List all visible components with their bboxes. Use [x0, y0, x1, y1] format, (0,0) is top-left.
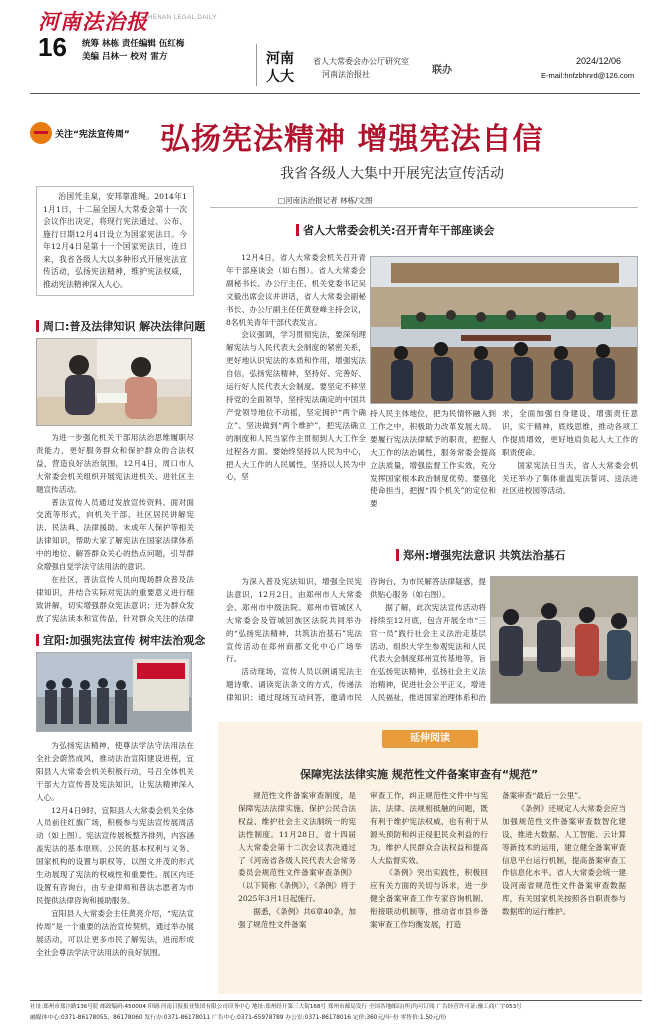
- sec5-col3: [502, 790, 626, 986]
- masthead-rule: [30, 93, 640, 94]
- sec1-col1-para2: 会议强调，学习贯彻宪法，要深刻理解宪法与人民代表大会制度的紧密关系，更好地认识宪法的本质和作用，增强宪法自信，弘扬宪法精神，坚持好、完善好、运行好人民代表大会制度。要坚定不移坚持党的全面领导，坚持宪法确定的中国共产党领导地位不动摇，坚定拥护“两个确立”、坚决做到“两个维护”，把宪法确立的制度和人民当家作主贯彻到人大工作全过程各方面。要始终坚持以人民为中心，把人大工作的人民属性，坚持以人民为中心，坚: [226, 330, 366, 482]
- section-bar-icon: [36, 634, 39, 646]
- sec4-title: 郑州:增强宪法意识 共筑法治基石: [396, 547, 565, 563]
- intro-box: [36, 186, 194, 296]
- sec2-para1: 为进一步强化机关干部用法治思维履职尽责能力，更好服务群众和保护群众的合法权益，营造良好法治氛围，12月4日，周口市人大常委会机关组织开展宪法进机关、进社区主题宣传活动。: [36, 433, 194, 494]
- sec2-body: [36, 432, 194, 624]
- sec5-col1-para1: 规范性文件备案审查制度，是保障宪法法律实施、保护公民合法权益、维护社会主义法制统一的宪法性制度。11月28日，省十四届人大常委会第十二次会议表决通过了《河南省各级人民代表大会常务委员会规范性文件备案审查条例》（以下简称《条例》），《条例》将于2025年3月1日起施行。: [238, 791, 356, 904]
- footer-line-2: 融媒体中心:0371-86178055、86178060 发行办:0371-86178011 广告中心:0371-65978789 办公室:0371-86178016 定价:360元/年·份 零售价:1.50元/份: [30, 1015, 447, 1021]
- sec5-col2: [370, 790, 488, 986]
- issue-date: 2024/12/06: [576, 56, 622, 66]
- sec1-col2-para: 持人民主体地位，把为民情怀融入到工作之中，积极助力改革发展大局。要履行宪法法律赋予的职责，把握人大工作的法治属性，服务常委会提高立法质量，增强监督工作实效，充分发挥国家根本政治制度优势。要强化使命担当，把握“四个机关”的定位和要: [370, 409, 496, 509]
- sec5-col1: [238, 790, 356, 986]
- brand-henan: 河南: [266, 51, 294, 67]
- sec3-title: 宜阳:加强宪法宣传 树牢法治观念: [36, 632, 205, 648]
- sec1-title: 省人大常委会机关:召开青年干部座谈会: [296, 222, 494, 238]
- footer-rule: [30, 1000, 642, 1001]
- newspaper-logo: 河南法治报: [38, 9, 148, 34]
- extended-reading-box: [218, 722, 642, 994]
- sec1-col2: [370, 408, 496, 538]
- sec5-col2-para1: 审查工作，纠正规范性文件中与宪法、法律、法规相抵触的问题，既有利于维护宪法权威，也有利于从源头预防和纠正侵犯民众利益的行为，维护人民群众合法权益和提高人大监督实效。: [370, 791, 488, 865]
- sec1-col1-para1: 12月4日，省人大常委会机关召开青年干部座谈会（如右图）。省人大常委会副秘书长、办公厅主任、机关党委书记吴文毅出席会议并讲话，省人大常委会副秘书长、办公厅副主任任黄登峰主持会议，8名机关青年干部代表发言。: [226, 253, 366, 327]
- sec5-col3-para2: 《条例》还规定人大常委会应当加强规范性文件备案审查数智化建设，推进大数据、人工智能、云计算等新技术的运用，建立健全备案审查信息平台运行机制，提高备案审查工作信息化水平。省人大常委会统一建设河南省规范性文件备案审查数据库，有关国家机关按照各自职责参与数据库的运行维护。: [502, 803, 626, 917]
- editors-line-2: 美编 吕林一 校对 雷方: [82, 52, 168, 62]
- sec1-col3: [502, 408, 638, 538]
- co-organizer-1: 省人大常委会办公厅研究室: [313, 57, 409, 66]
- masthead: [0, 0, 670, 104]
- photo-zhengzhou: [490, 576, 638, 704]
- sec3-para1: 为弘扬宪法精神，使尊法学法守法用法在全社会蔚然成风，推动法治宣阳建设进程，宜阳县人大常委会机关积极行动，号召全体机关干部大力宣传普及宪法知识，让宪法精神深入人心。: [36, 741, 194, 802]
- sec4-col1-para2: 活动现场，宣传人员以朗诵宪法主题诗歌、诵读宪法条文的方式，传递法律知识；通过现场互动问答，邀请市民: [226, 667, 362, 703]
- sec4-col2: [370, 576, 486, 706]
- headline: 弘扬宪法精神 增强宪法自信: [160, 122, 544, 157]
- subheadline: 我省各级人大集中开展宪法宣传活动: [280, 166, 504, 182]
- brand-renda: 人大: [266, 69, 294, 85]
- editors-line-1: 统筹 林栋 责任编辑 伍红梅: [82, 39, 185, 49]
- extended-reading-tag: 延伸阅读: [382, 730, 478, 748]
- sec5-col1-para2: 据悉，《条例》共6章40条，加强了规范性文件备案: [238, 907, 356, 930]
- sec5-col2-para2: 《条例》突出实践性，积极回应有关方面的关切与诉求，进一步健全备案审查工作专家咨询机制、衔接联动机制等，推动省市县乡备案审查工作均衡发展，打造: [370, 868, 488, 930]
- sec3-para3: 宜阳县人大常委会主任黄亮介绍，“宪法宣传周”是一个重要的法治宣传契机，通过举办展展活动，可以让更多市民了解宪法，进而形成全社会尊法学法守法用法的良好氛围。: [36, 908, 194, 957]
- section-bar-icon: [36, 320, 39, 332]
- section-bar-icon: [396, 549, 399, 561]
- newspaper-logo-en: HENAN LEGAL DAILY: [148, 15, 217, 21]
- photo-zhoukou: [36, 338, 192, 426]
- sec2-para3: 在社区，普法宣传人员向现场群众普及法律知识，并结合实际对宪法的重要意义进行细致讲解，切实增强群众宪法意识；还为群众发放了宪法读本和宣传品，针对群众关注的法律: [36, 574, 194, 623]
- byline-rule: [210, 207, 638, 208]
- section-bar-icon: [296, 224, 299, 236]
- joint-label: 联办: [432, 65, 452, 76]
- footer-line-1: 社址:郑州市郑汴路136号院 邮政编码:450004 印刷:河南日报报业集团有限公司印务中心 地址:郑州经开第三大街168号 郑州市邮局发行 全国各地邮局(所)均可订阅 广告经营许可证:豫工商广字053号: [30, 1004, 522, 1010]
- page-number: 16: [38, 32, 67, 62]
- sec4-col2-para2: 据了解，此次宪法宣传活动将持续至12月底，包含开展全市“三官一员”践行社会主义法治走基层活动、组织大学生参观宪法和人民代表大会制度郑州宣传基地等，旨在弘扬宪法精神，弘扬社会主义法治精神，促进社会公平正义，增进人民福祉，推进国家治理体系和治: [370, 602, 486, 703]
- sec3-para2: 12月4日9时，宜阳县人大常委会机关全体人员前往红旗广场，积极参与宪法宣传展周活动（如上图）。宪法宣传展板整齐排列，内容涵盖宪法的基本原则、公民的基本权利与义务、国家机构的设置与职权等，以图文并茂的形式生动展现了宪法的权威性和重要性。展区内还设置有咨询台，由专业律师和普法志愿者为市民提供法律咨询和援助服务。: [36, 805, 194, 905]
- sec3-body: [36, 740, 194, 990]
- sec4-col1: [226, 576, 362, 706]
- contact-email: E-mail:hnfzbhnrd@126.com: [541, 71, 635, 80]
- co-organizer-2: 河南法治报社: [322, 70, 370, 79]
- sec1-col1: [226, 252, 366, 538]
- intro-text: 治国凭圭臬，安邦靠准绳。2014年11月1日，十二届全国人大常委会第十一次会议作出决定，将现行宪法通过、公布、施行日期12月4日设立为国家宪法日。今年12月4日是第十一个国家宪法日，连日来，我省各级人大以多种形式开展宪法宣传活动，弘扬宪法精神，维护宪法权威，推动宪法精神深入人心。: [43, 192, 187, 289]
- sec1-col3-para2: 国家宪法日当天，省人大常委会机关还举办了集体重温宪法誓词、送法进社区进校园等活动。: [502, 460, 638, 496]
- photo-meeting: [370, 256, 638, 404]
- photo-yiyang: [36, 652, 192, 732]
- column-tag: [30, 122, 130, 144]
- masthead-divider: [256, 44, 257, 86]
- sun-emblem-icon: [30, 122, 52, 144]
- sec2-title: 周口:普及法律知识 解决法律问题: [36, 318, 205, 334]
- byline: □河南法治报记者 林栋/文图: [278, 196, 373, 205]
- sec1-col3-para1: 求，全面加强自身建设，增强责任意识，实干精神，底线思维，推动各项工作提质增效，更好地肩负起人大工作的职责使命。: [502, 409, 638, 457]
- sec5-col3-para1: 备案审查“最后一公里”。: [502, 791, 586, 800]
- sec4-col1-para1: 为深入普及宪法知识，增强全民宪法意识，12月2日，由郑州市人大常委会、郑州市中级法院、郑州市管城区人大常委会及管城回族区法院共同举办的“弘扬宪法精神，共筑法治基石”宪法宣传活动在郑州商都文化中心广场举行。: [226, 577, 362, 664]
- sec5-title: 保障宪法法律实施 规范性文件备案审查有“规范”: [300, 768, 539, 781]
- column-tag-label: 关注“宪法宣传周”: [55, 129, 130, 140]
- sec4-col2-para1: 咨询台，为市民解答法律疑惑，提供贴心服务（如右图）。: [370, 577, 486, 599]
- sec2-para2: 普法宣传人员通过发放宣传资料、面对面交流等形式，向机关干部、社区居民讲解宪法、民法典、法律援助、未成年人保护等相关法律知识，帮助大家了解宪法在国家法律体系中的地位、解答群众关心的热点问题，引导群众增强自觉学法守法用法的意识。: [36, 497, 194, 572]
